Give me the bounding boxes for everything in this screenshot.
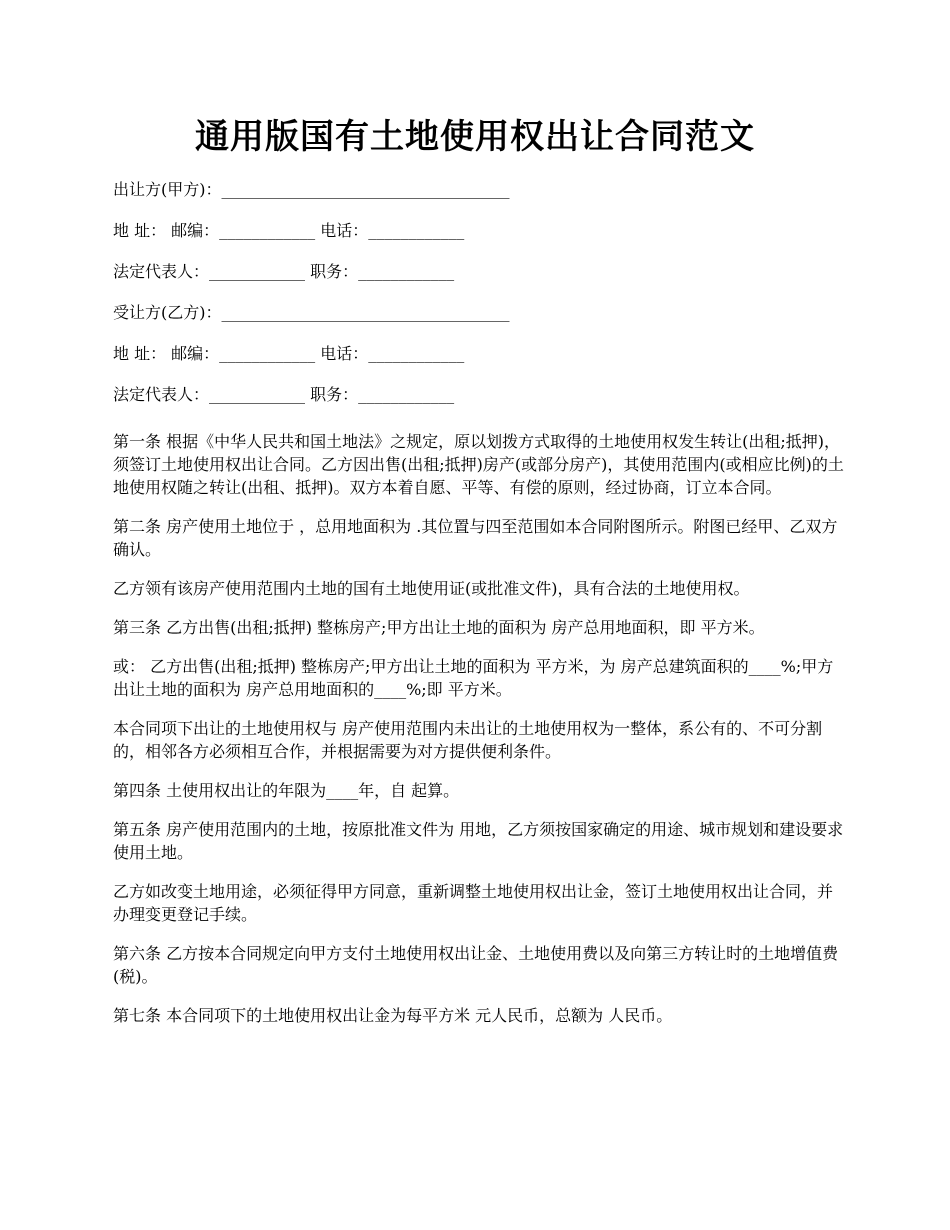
document-title: 通用版国有土地使用权出让合同范文 [195,117,755,157]
document-body [113,178,848,1043]
article-2-note: 乙方领有该房产使用范围内土地的国有土地使用证(或批准文件)，具有合法的土地使用权。 [113,579,750,598]
article-3-alternative: 或： 乙方出售(出租;抵押) 整栋房产;甲方出让土地的面积为 平方米，为 房产总建筑面积的____%;甲方出让土地的面积为 房产总用地面积的____%;即 平方米。 [113,657,834,699]
grantee-representative-field: 法定代表人：____________ 职务：____________ [113,385,455,404]
article-7: 第七条 本合同项下的土地使用权出让金为每平方米 元人民币，总额为 人民币。 [113,1006,673,1025]
grantor-field: 出让方(甲方)：____________________________________ [113,180,510,199]
grantee-field: 受让方(乙方)：____________________________________ [113,303,510,322]
article-5-note: 乙方如改变土地用途，必须征得甲方同意，重新调整土地使用权出让金，签订土地使用权出让合同，并办理变更登记手续。 [113,882,834,924]
grantor-representative-field: 法定代表人：____________ 职务：____________ [113,262,455,281]
article-2: 第二条 房产使用土地位于 ，总用地面积为 .其位置与四至范围如本合同附图所示。附图已经甲、乙双方确认。 [113,517,838,559]
article-5: 第五条 房产使用范围内的土地，按原批准文件为 用地，乙方须按国家确定的用途、城市规划和建设要求使用土地。 [113,820,844,862]
article-3: 第三条 乙方出售(出租;抵押) 整栋房产;甲方出让土地的面积为 房产总用地面积，即 平方米。 [113,618,765,637]
article-6: 第六条 乙方按本合同规定向甲方支付土地使用权出让金、土地使用费以及向第三方转让时的土地增值费(税)。 [113,944,839,986]
article-4: 第四条 土使用权出让的年限为____年，自 起算。 [113,781,460,800]
article-1: 第一条 根据《中华人民共和国土地法》之规定，原以划拨方式取得的土地使用权发生转让(出租;抵押)，须签订土地使用权出让合同。乙方因出售(出租;抵押)房产(或部分房产)，其使用范围内(或相应比例)的土地使用权随之转让(出租、抵押)。双方本着自愿、平等、有偿的原则，经过协商，订立本合同。 [113,432,844,497]
article-3-note: 本合同项下出让的土地使用权与 房产使用范围内未出让的土地使用权为一整体，系公有的、不可分割的，相邻各方必须相互合作，并根据需要为对方提供便利条件。 [113,719,823,761]
grantor-address-field: 地 址： 邮编：____________ 电话：____________ [113,221,465,240]
grantee-address-field: 地 址： 邮编：____________ 电话：____________ [113,344,465,363]
